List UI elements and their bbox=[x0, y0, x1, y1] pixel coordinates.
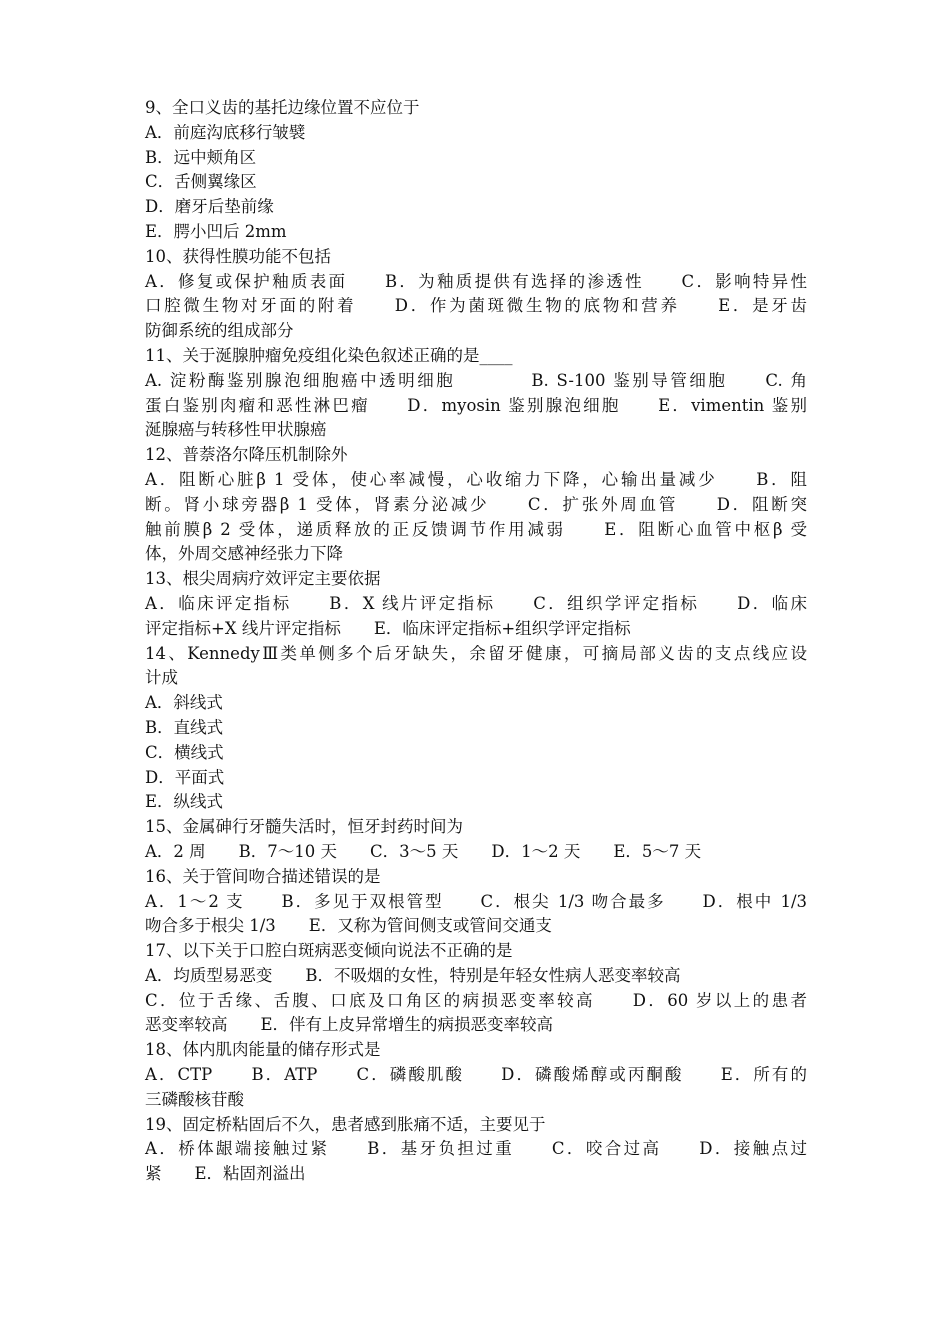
text-line: B．远中颊角区 bbox=[145, 147, 257, 167]
text-line: C．舌侧翼缘区 bbox=[145, 172, 257, 192]
text-line: 蛋白鉴别肉瘤和恶性淋巴瘤 D．myosin 鉴别腺泡细胞 E．vimentin 鉴别 bbox=[145, 395, 807, 415]
document-page bbox=[145, 96, 807, 1187]
text-line: 涎腺癌与转移性甲状腺癌 bbox=[145, 420, 327, 440]
text-line: 13、根尖周病疗效评定主要依据 bbox=[145, 569, 381, 589]
text-line: C．位于舌缘、舌腹、口底及口角区的病损恶变率较高 D．60 岁以上的患者 bbox=[145, 990, 807, 1010]
text-line: 9、全口义齿的基托边缘位置不应位于 bbox=[145, 98, 420, 117]
text-line: 17、以下关于口腔白斑病恶变倾向说法不正确的是 bbox=[145, 941, 513, 961]
text-line: 10、获得性膜功能不包括 bbox=[145, 246, 331, 266]
text-line: A．斜线式 bbox=[145, 693, 223, 713]
text-line: 19、固定桥粘固后不久，患者感到胀痛不适，主要见于 bbox=[145, 1114, 546, 1134]
text-line: A．桥体龈端接触过紧 B．基牙负担过重 C．咬合过高 D．接触点过 bbox=[145, 1139, 807, 1159]
text-line: B．直线式 bbox=[145, 717, 224, 737]
text-line: 11、关于涎腺肿瘤免疫组化染色叙述正确的是____ bbox=[145, 345, 513, 365]
text-line: E．纵线式 bbox=[145, 792, 224, 812]
text-line: A．临床评定指标 B．X 线片评定指标 C．组织学评定指标 D．临床 bbox=[145, 593, 807, 613]
text-line: 紧 E．粘固剂溢出 bbox=[145, 1164, 306, 1184]
text-line: A．前庭沟底移行皱襞 bbox=[145, 122, 306, 142]
text-line: A. 淀粉酶鉴别腺泡细胞癌中透明细胞 B. S-100 鉴别导管细胞 C. 角 bbox=[145, 370, 807, 390]
text-line: 16、关于管间吻合描述错误的是 bbox=[145, 866, 381, 886]
text-line: 18、体内肌肉能量的储存形式是 bbox=[145, 1040, 381, 1060]
text-line: D．磨牙后垫前缘 bbox=[145, 197, 274, 217]
text-line: A．1～2 支 B．多见于双根管型 C．根尖 1/3 吻合最多 D．根中 1/3 bbox=[145, 891, 807, 911]
text-line: 14、KennedyⅢ类单侧多个后牙缺失，余留牙健康，可摘局部义齿的支点线应设 bbox=[145, 643, 807, 663]
text-line: C．横线式 bbox=[145, 742, 224, 762]
text-line: 断。肾小球旁器β 1 受体，肾素分泌减少 C．扩张外周血管 D．阻断突 bbox=[145, 494, 807, 514]
text-line: 15、金属砷行牙髓失活时，恒牙封药时间为 bbox=[145, 817, 463, 837]
text-line: D．平面式 bbox=[145, 767, 225, 787]
text-line: A．2 周 B．7～10 天 C．3～5 天 D．1～2 天 E．5～7 天 bbox=[145, 841, 702, 861]
text-line: 评定指标+X 线片评定指标 E．临床评定指标+组织学评定指标 bbox=[145, 618, 631, 638]
text-line: E．腭小凹后 2mm bbox=[145, 221, 287, 241]
text-line: A．阻断心脏β 1 受体，使心率减慢，心收缩力下降，心输出量减少 B．阻 bbox=[145, 469, 807, 489]
text-line: 吻合多于根尖 1/3 E．又称为管间侧支或管间交通支 bbox=[145, 916, 552, 936]
text-line: 恶变率较高 E．伴有上皮异常增生的病损恶变率较高 bbox=[145, 1015, 554, 1035]
text-line: 防御系统的组成部分 bbox=[145, 321, 294, 341]
text-line: A．均质型易恶变 B．不吸烟的女性，特别是年轻女性病人恶变率较高 bbox=[145, 965, 681, 985]
text-line: 触前膜β 2 受体，递质释放的正反馈调节作用减弱 E．阻断心血管中枢β 受 bbox=[145, 519, 807, 539]
text-line: 体，外周交感神经张力下降 bbox=[145, 544, 343, 564]
text-line: 口腔微生物对牙面的附着 D．作为菌斑微生物的底物和营养 E．是牙齿 bbox=[145, 296, 807, 316]
text-line: A．修复或保护釉质表面 B．为釉质提供有选择的渗透性 C．影响特异性 bbox=[145, 271, 807, 291]
text-line: 三磷酸核苷酸 bbox=[145, 1089, 244, 1109]
text-line: 12、普萘洛尔降压机制除外 bbox=[145, 445, 348, 465]
text-line: A．CTP B．ATP C．磷酸肌酸 D．磷酸烯醇或丙酮酸 E．所有的 bbox=[145, 1065, 807, 1085]
text-line: 计成 bbox=[145, 668, 178, 688]
